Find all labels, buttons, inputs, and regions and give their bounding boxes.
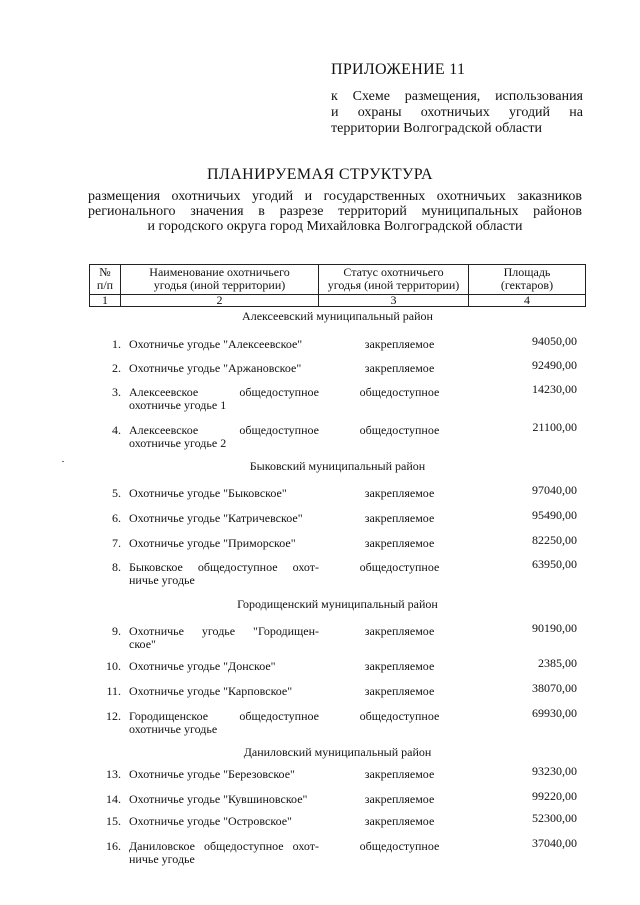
row-area: 38070,00 <box>532 681 577 695</box>
row-name: Охотничье угодье "Кувшиновское" <box>129 792 308 806</box>
document-subtitle-line: размещения охотничьих угодий и государственных охотничьих заказников <box>88 189 582 204</box>
row-number: 16. <box>106 839 121 853</box>
column-number: 3 <box>319 295 469 307</box>
row-name: Охотничье угодье "Приморское" <box>129 536 296 550</box>
row-name: Охотничье угодье "Аржановское" <box>129 361 302 375</box>
row-number: 14. <box>106 792 121 806</box>
row-name: Охотничье угодье "Городищен- ское" <box>129 624 319 651</box>
row-area: 94050,00 <box>532 334 577 348</box>
row-area: 97040,00 <box>532 483 577 497</box>
row-status: общедоступное <box>359 385 440 399</box>
row-name: Охотничье угодье "Березовское" <box>129 767 295 781</box>
document-subtitle-line: регионального значения в разрезе территорий муниципальных районов <box>88 204 582 219</box>
row-number: 5. <box>112 486 121 500</box>
row-area: 52300,00 <box>532 811 577 825</box>
row-name: Охотничье угодье "Островское" <box>129 814 292 828</box>
region-heading: Алексеевский муниципальный район <box>242 309 433 323</box>
scan-mark <box>62 461 64 462</box>
row-area: 99220,00 <box>532 789 577 803</box>
row-number: 11. <box>106 684 121 698</box>
row-number: 10. <box>106 659 121 673</box>
appendix-subtitle-line: к Схеме размещения, использования <box>331 89 583 104</box>
row-status: закрепляемое <box>364 659 435 673</box>
document-title: ПЛАНИРУЕМАЯ СТРУКТУРА <box>207 166 433 183</box>
table-header <box>89 264 586 307</box>
row-number: 6. <box>112 511 121 525</box>
header-num: № п/п <box>90 265 121 295</box>
row-status: общедоступное <box>359 839 440 853</box>
row-status: закрепляемое <box>364 767 435 781</box>
row-number: 2. <box>112 361 121 375</box>
column-number: 2 <box>121 295 319 307</box>
row-area: 21100,00 <box>532 420 577 434</box>
row-number: 12. <box>106 709 121 723</box>
row-name: Охотничье угодье "Быковское" <box>129 486 287 500</box>
column-number: 1 <box>90 295 121 307</box>
row-number: 8. <box>112 560 121 574</box>
row-area: 82250,00 <box>532 533 577 547</box>
header-area: Площадь (гектаров) <box>469 265 586 295</box>
appendix-subtitle-line: территории Волгоградской области <box>331 121 542 136</box>
row-status: закрепляемое <box>364 361 435 375</box>
appendix-subtitle-line: и охраны охотничьих угодий на <box>331 105 583 120</box>
row-status: закрепляемое <box>364 486 435 500</box>
row-number: 15. <box>106 814 121 828</box>
row-number: 4. <box>112 423 121 437</box>
region-heading: Городищенский муниципальный район <box>237 597 438 611</box>
row-name: Алексеевское общедоступное охотничье угодье 1 <box>129 385 319 412</box>
row-name: Охотничье угодье "Катричевское" <box>129 511 303 525</box>
row-area: 95490,00 <box>532 508 577 522</box>
region-heading: Быковский муниципальный район <box>249 459 426 473</box>
row-status: закрепляемое <box>364 337 435 351</box>
appendix-subtitle <box>331 89 583 137</box>
document-subtitle <box>88 189 582 234</box>
row-status: общедоступное <box>359 423 440 437</box>
row-area: 37040,00 <box>532 836 577 850</box>
row-name: Городищенское общедоступное охотничье угодье <box>129 709 319 736</box>
row-name: Охотничье угодье "Донское" <box>129 659 276 673</box>
row-name: Алексеевское общедоступное охотничье угодье 2 <box>129 423 319 450</box>
row-status: общедоступное <box>359 560 440 574</box>
row-area: 93230,00 <box>532 764 577 778</box>
row-status: закрепляемое <box>364 792 435 806</box>
row-name: Быковское общедоступное охот- ничье угодье <box>129 560 319 587</box>
row-number: 9. <box>112 624 121 638</box>
row-number: 1. <box>112 337 121 351</box>
column-number: 4 <box>469 295 586 307</box>
row-number: 7. <box>112 536 121 550</box>
row-number: 3. <box>112 385 121 399</box>
row-status: закрепляемое <box>364 511 435 525</box>
header-status: Статус охотничьего угодья (иной территории) <box>319 265 469 295</box>
row-area: 14230,00 <box>532 382 577 396</box>
header-name: Наименование охотничьего угодья (иной территории) <box>121 265 319 295</box>
row-status: закрепляемое <box>364 814 435 828</box>
row-area: 92490,00 <box>532 358 577 372</box>
row-name: Даниловское общедоступное охот- ничье угодье <box>129 839 319 866</box>
row-area: 63950,00 <box>532 557 577 571</box>
row-name: Охотничье угодье "Карповское" <box>129 684 293 698</box>
row-area: 2385,00 <box>538 656 577 670</box>
row-status: закрепляемое <box>364 684 435 698</box>
appendix-title: ПРИЛОЖЕНИЕ 11 <box>331 61 466 78</box>
row-name: Охотничье угодье "Алексеевское" <box>129 337 303 351</box>
document-subtitle-line: и городского округа город Михайловка Волгоградской области <box>147 219 523 234</box>
row-number: 13. <box>106 767 121 781</box>
region-heading: Даниловский муниципальный район <box>243 745 432 759</box>
row-status: закрепляемое <box>364 536 435 550</box>
row-status: общедоступное <box>359 709 440 723</box>
row-area: 90190,00 <box>532 621 577 635</box>
row-status: закрепляемое <box>364 624 435 638</box>
row-area: 69930,00 <box>532 706 577 720</box>
